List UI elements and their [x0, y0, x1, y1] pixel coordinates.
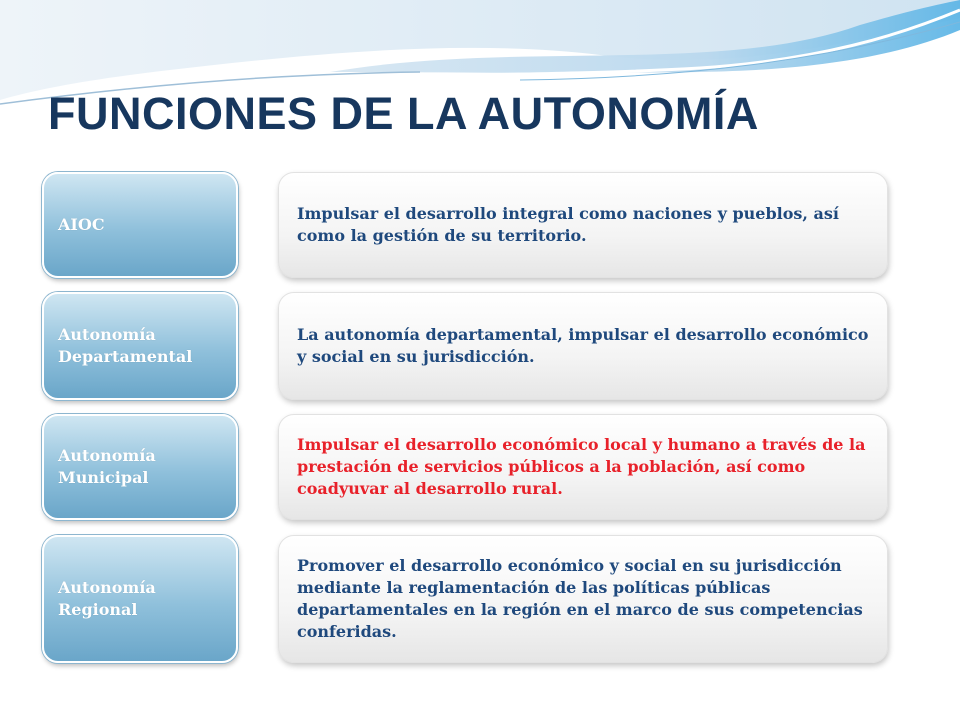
function-description: La autonomía departamental, impulsar el desarrollo económico y social en su jurisdicción. — [297, 325, 869, 366]
function-description-box — [278, 172, 888, 278]
function-description: Impulsar el desarrollo integral como naciones y pueblos, así como la gestión de su territorio. — [297, 204, 839, 245]
entity-label-box — [42, 535, 238, 663]
function-description-highlighted: Impulsar el desarrollo económico local y humano a través de la prestación de servicios públicos a la población, así como coadyuvar al desarrollo rural. — [297, 435, 866, 498]
entity-label: AIOC — [58, 215, 105, 234]
function-description-box — [278, 292, 888, 400]
entity-label: Autonomía Municipal — [58, 446, 156, 487]
entity-label: Autonomía Departamental — [58, 325, 193, 366]
entity-label-box — [42, 414, 238, 520]
function-description-box — [278, 414, 888, 520]
entity-label: Autonomía Regional — [58, 578, 156, 619]
entity-label-box — [42, 172, 238, 278]
entity-label-box — [42, 292, 238, 400]
slide-title: FUNCIONES DE LA AUTONOMÍA — [48, 88, 759, 139]
function-description: Promover el desarrollo económico y social en su jurisdicción mediante la reglamentación de las políticas públicas departamentales en la región en el marco de sus competencias conferidas. — [297, 556, 863, 641]
function-description-box — [278, 535, 888, 663]
